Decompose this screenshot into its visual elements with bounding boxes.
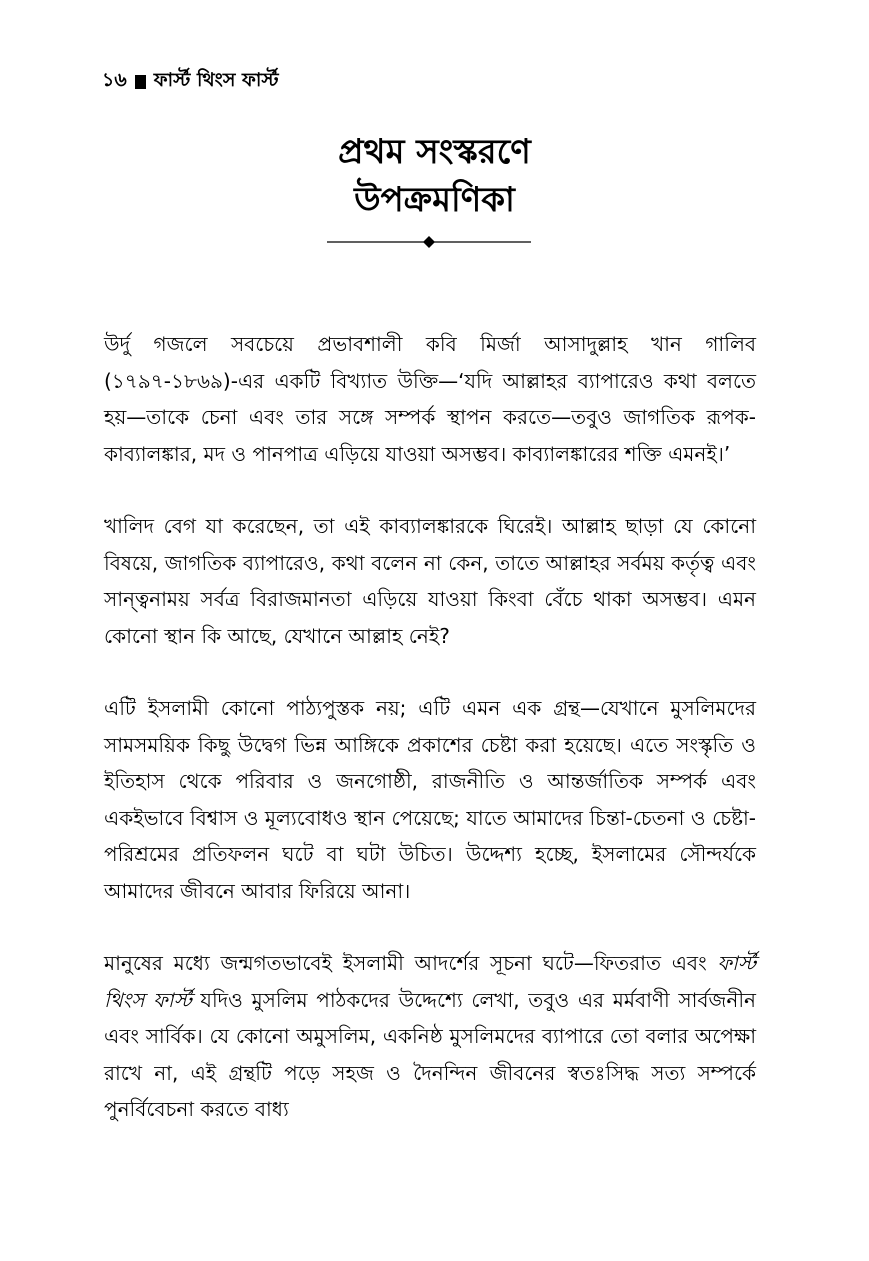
italic-book-title: ফার্স্ট থিংস ফার্স্ট [104,951,756,1012]
diamond-divider-icon [327,234,531,250]
paragraph-4-part-1: মানুষের মধ্যে জন্মগতভাবেই ইসলামী আদর্শের সূচনা ঘটে—ফিতরাত এবং [104,951,718,975]
paragraph-2: খালিদ বেগ যা করেছেন, তা এই কাব্যালঙ্কারকে ঘিরেই। আল্লাহ ছাড়া যে কোনো বিষয়ে, জাগতিক ব্যাপারেও, কথা বলেন না কেন, তাতে আল্লাহর সর্বময় কর্তৃত্ব এবং সান্ত্বনাময় সর্বত্র বিরাজমানতা এড়িয়ে যাওয়া কিংবা বেঁচে থাকা অসম্ভব। এমন কোনো স্থান কি আছে, যেখানে আল্লাহ নেই? [104,514,756,648]
chapter-title [0,128,869,224]
body-text [104,326,756,1164]
square-bullet-icon [135,75,146,89]
chapter-title-line-1: প্রথম সংস্করণে [338,132,531,172]
paragraph-4-part-2: যদিও মুসলিম পাঠকদের উদ্দেশ্যে লেখা, তবুও এর মর্মবাণী সার্বজনীন এবং সার্বিক। যে কোনো অমুসলিম, একনিষ্ঠ মুসলিমদের ব্যাপারে তো বলার অপেক্ষা রাখে না, এই গ্রন্থটি পড়ে সহজ ও দৈনন্দিন জীবনের স্বতঃসিদ্ধ সত্য সম্পর্কে পুনর্বিবেচনা করতে বাধ্য [104,987,756,1121]
page-number: ১৬ [102,69,127,91]
running-book-title: ফার্স্ট থিংস ফার্স্ট [153,69,279,91]
running-header [102,66,279,98]
paragraph-3: এটি ইসলামী কোনো পাঠ্যপুস্তক নয়; এটি এমন এক গ্রন্থ—যেখানে মুসলিমদের সামসময়িক কিছু উদ্বেগ ভিন্ন আঙ্গিকে প্রকাশের চেষ্টা করা হয়েছে। এতে সংস্কৃতি ও ইতিহাস থেকে পরিবার ও জনগোষ্ঠী, রাজনীতি ও আন্তর্জাতিক সম্পর্ক এবং একইভাবে বিশ্বাস ও মূল্যবোধও স্থান পেয়েছে; যাতে আমাদের চিন্তা-চেতনা ও চেষ্টা-পরিশ্রমের প্রতিফলন ঘটে বা ঘটা উচিত। উদ্দেশ্য হচ্ছে, ইসলামের সৌন্দর্যকে আমাদের জীবনে আবার ফিরিয়ে আনা। [104,696,756,903]
chapter-title-line-2: উপক্রমণিকা [354,180,515,220]
paragraph-4 [104,945,756,1128]
paragraph-1: উর্দু গজলে সবচেয়ে প্রভাবশালী কবি মির্জা আসাদুল্লাহ খান গালিব (১৭৯৭-১৮৬৯)-এর একটি বিখ্যাত উক্তি—‘যদি আল্লাহর ব্যাপারেও কথা বলতে হয়—তাকে চেনা এবং তার সঙ্গে সম্পর্ক স্থাপন করতে—তবুও জাগতিক রূপক-কাব্যালঙ্কার, মদ ও পানপাত্র এড়িয়ে যাওয়া অসম্ভব। কাব্যালঙ্কারের শক্তি এমনই।’ [104,332,756,466]
